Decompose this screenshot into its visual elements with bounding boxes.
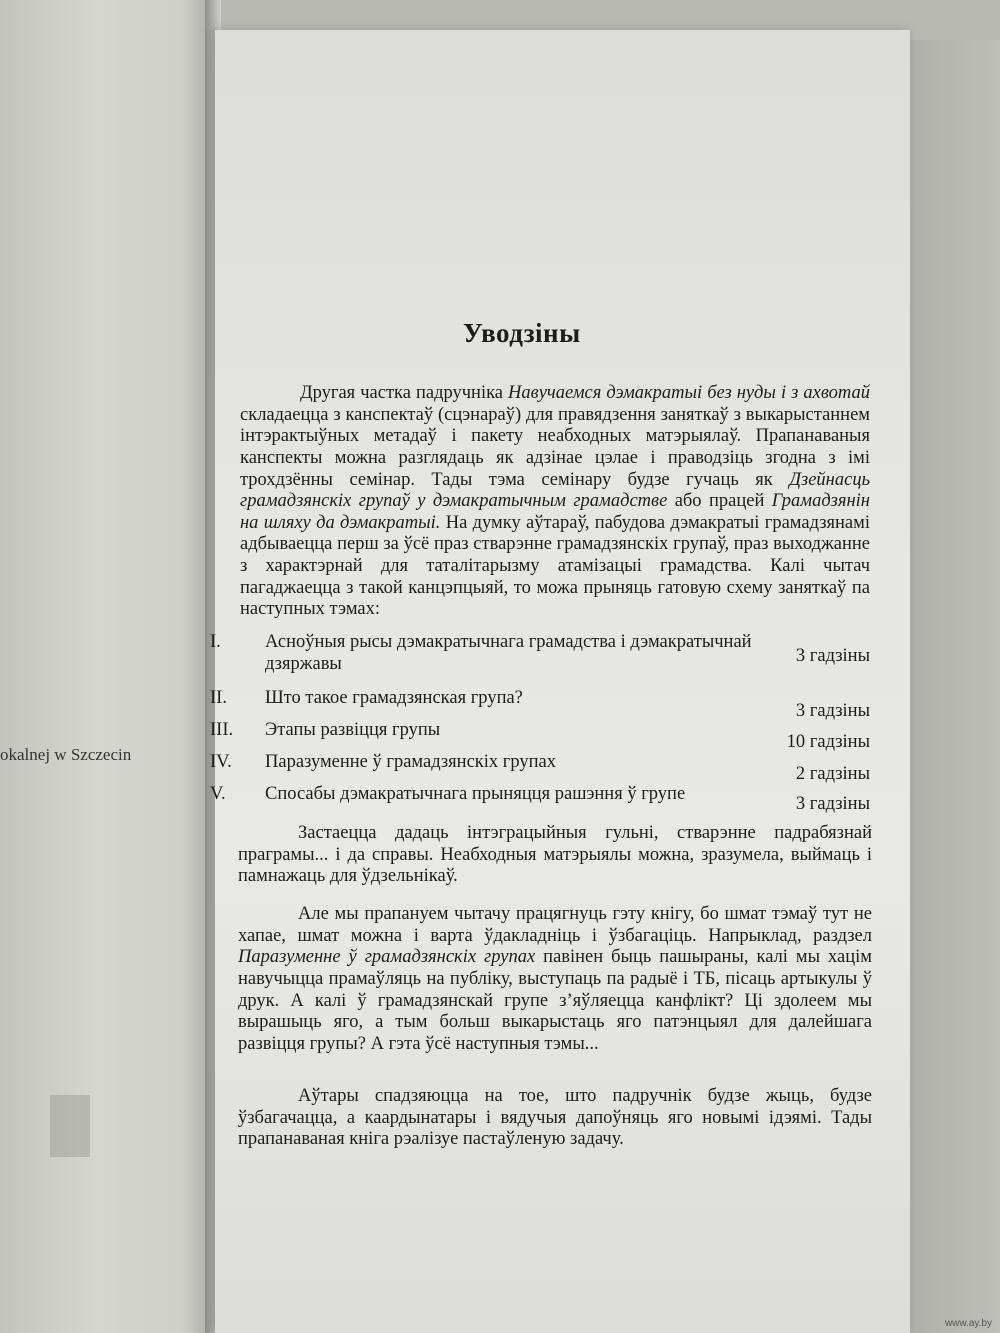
topic-hours: 2 гадзіны xyxy=(795,764,870,784)
watermark: www.ay.by xyxy=(944,1318,992,1329)
topic-row xyxy=(210,720,870,750)
topic-number: V. xyxy=(210,784,226,804)
topic-hours: 3 гадзіны xyxy=(795,701,870,721)
topic-title: Што такое грамадзянская група? xyxy=(265,688,523,708)
page-content xyxy=(180,0,900,1333)
intro-text-1: Другая частка падручніка xyxy=(300,383,509,403)
topic-number: II. xyxy=(210,688,227,708)
topic-hours: 3 гадзіны xyxy=(795,794,870,814)
left-page-stamp-block xyxy=(50,1095,90,1157)
topic-hours: 3 гадзіны xyxy=(795,646,870,666)
topic-title: Паразуменне ў грамадзянскіх групах xyxy=(265,752,557,772)
paragraph-3-text-2: павінен быць пашыраны, калі мы хацім навучыцца прамаўляць на публіку, выступаць па радыё і ТБ, пісаць артыкулы ў друк. А калі ў грамадзянскай групе з’яўляецца канфлікт? Ці здолеем мы вырашыць яго, а тым больш выкарыстаць яго патэнцыял для далейшага развіцця групы? А гэта ўсё наступныя тэмы... xyxy=(238,947,872,1054)
topic-title: Спосабы дэмакратычнага прыняцця рашэння ў групе xyxy=(265,784,686,804)
intro-text-2: складаецца з канспектаў (сцэнараў) для правядзення заняткаў з выкарыстаннем інтэрактыўных метадаў і пакету неабходных матэрыялаў. Прапанаваныя канспекты можна разглядаць як адзінае цэлае і праводзіць згодна з імі трохдзённы семінар. Тады тэма семінару будзе гучаць як xyxy=(240,404,870,490)
intro-paragraph xyxy=(240,383,870,621)
topic-row xyxy=(210,752,870,782)
paragraph-3-text-1: Але мы прапануем чытачу працягнуць гэту кнігу, бо шмат тэмаў тут не хапае, шмат можна і варта ўдакладніць і ўзбагаціць. Напрыклад, раздзел xyxy=(238,904,872,946)
paragraph-3-section-title: Паразуменне ў грамадзянскіх групах xyxy=(238,947,536,968)
left-page-text-line: okalnej w Szczecin xyxy=(0,745,132,764)
paragraph-2: Застаецца дадаць інтэграцыйныя гульні, стварэнне падрабязнай праграмы... і да справы. Неабходныя матэрыялы можна, зразумела, выймаць і памнажаць для ўдзельнікаў. xyxy=(238,823,872,887)
intro-seminar-title-2: Грамадзянін на шляху да дэмакратыі. xyxy=(240,491,870,533)
topic-row xyxy=(210,688,870,722)
paragraph-4: Аўтары спадзяюцца на тое, што падручнік будзе жыць, будзе ўзбагачацца, а каардынатары і вядучыя дапоўняць яго новымі ідэямі. Тады прапанаваная кніга рэалізуе пастаўленую задачу. xyxy=(238,1086,872,1150)
topic-row xyxy=(210,784,870,814)
topic-number: III. xyxy=(210,720,234,740)
topic-number: I. xyxy=(210,632,221,652)
intro-seminar-title-1: Дзейнасць грамадзянскіх групаў у дэмакратычным грамадстве xyxy=(240,469,870,512)
page-title: Уводзіны xyxy=(463,318,581,348)
topic-hours: 10 гадзіны xyxy=(786,732,870,752)
paragraph-3 xyxy=(238,904,872,1055)
intro-text-3: або працей xyxy=(667,491,772,512)
intro-text-4: На думку аўтараў, пабудова дэмакратыі грамадзянамі адбываецца перш за ўсё праз стварэнне грамадзянскіх групаў, праз выходжанне з характэрнай для таталітарызму атамізацыі грамадства. Калі чытач пагаджаецца з такой канцэпцыяй, то можа прыняць гатовую схему заняткаў па наступных тэмах: xyxy=(240,512,870,620)
page-edge-shadow xyxy=(910,40,1000,1333)
topic-title: Асноўныя рысы дэмакратычнага грамадства і дэмакратычнай дзяржавы xyxy=(265,632,752,674)
intro-book-title: Навучаемся дэмакратыі без нуды і з ахвотай xyxy=(508,383,870,403)
topic-title: Этапы развіцця групы xyxy=(265,720,441,740)
topic-number: IV. xyxy=(210,752,232,772)
topic-row xyxy=(210,632,870,676)
